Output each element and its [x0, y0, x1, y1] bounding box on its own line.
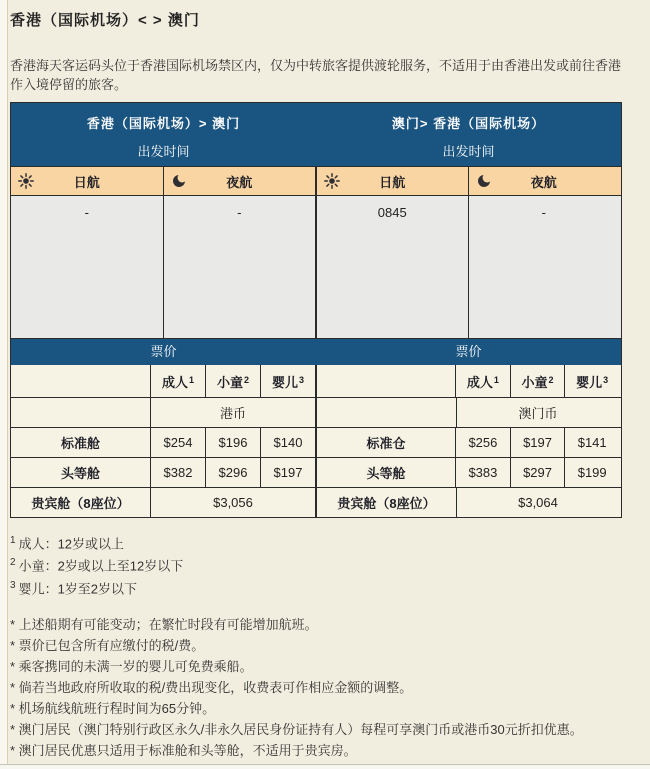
page-content: [10, 0, 624, 761]
vip-fare-cell: $3,064: [456, 488, 619, 517]
infant-column-header-right: 婴儿 $^3$: [564, 365, 619, 397]
night-time-cell-left: -: [163, 196, 316, 338]
cabin-label-cell: 标准舱: [60, 436, 100, 451]
day-sailing-header-right: [317, 167, 468, 195]
moon-icon: [476, 173, 492, 189]
fare-band-label-right: 票价: [455, 344, 482, 359]
fare-value-cell: $382: [150, 458, 205, 487]
fare-band-label-left: 票价: [150, 344, 177, 359]
vip-fare-cell: $3,056: [150, 488, 315, 517]
page-bottom-edge: [0, 764, 650, 769]
route-right: 澳门> 香港（国际机场）: [391, 115, 546, 131]
adult-column-header-right: 成人 $^1$: [455, 365, 510, 397]
day-time-cell-left: -: [84, 205, 89, 220]
currency-cell-left: 港币: [150, 398, 315, 427]
fare-band: [11, 339, 621, 365]
fare-header-row: [11, 365, 621, 397]
currency-row: [11, 397, 621, 427]
fare-value-cell: $256: [455, 428, 510, 457]
footnotes: [10, 531, 624, 761]
night-sailing-header-left: [163, 167, 316, 195]
day-sailing-header-left: [11, 167, 163, 195]
night-sailing-label: 夜航: [226, 174, 253, 190]
star-note: * 上述船期有可能变动；在繁忙时段有可能增加航班。: [10, 616, 318, 632]
star-note: * 倘若当地政府所收取的税/费出现变化，收费表可作相应金额的调整。: [10, 679, 413, 695]
child-column-header-right: 小童 $^2$: [510, 365, 565, 397]
currency-cell-right: 澳门币: [456, 398, 619, 427]
route-left: 香港（国际机场）> 澳门: [86, 115, 241, 131]
intro-text: 香港海天客运码头位于香港国际机场禁区内，仅为中转旅客提供渡轮服务，不适用于由香港出发或前往香港作入境停留的旅客。: [10, 58, 622, 92]
fare-value-cell: $197: [510, 428, 565, 457]
star-notes: [10, 614, 624, 761]
footnote-child: $^2$ 小童：2岁或以上至12岁以下: [10, 557, 184, 574]
vip-cabin-row: [11, 487, 621, 517]
route-header: [11, 103, 621, 166]
night-time-cell-right: -: [468, 196, 620, 338]
cabin-label-cell: 贵宾舱（8座位）: [337, 496, 436, 511]
departure-label-right: 出发时间: [442, 144, 495, 159]
night-sailing-label: 夜航: [530, 174, 557, 190]
cabin-label-cell: 头等舱: [366, 466, 406, 481]
fare-value-cell: $296: [205, 458, 260, 487]
adult-column-header-left: 成人 $^1$: [150, 365, 205, 397]
sun-icon: [324, 173, 340, 189]
departure-label-left: 出发时间: [137, 144, 190, 159]
footnote-infant: $^3$ 婴儿：1岁至2岁以下: [10, 579, 138, 596]
fare-value-cell: $196: [205, 428, 260, 457]
fare-value-cell: $197: [260, 458, 315, 487]
footnote-adult: $^1$ 成人：12岁或以上: [10, 535, 125, 552]
ferry-schedule-table: [10, 102, 622, 518]
fare-value-cell: $141: [564, 428, 619, 457]
empty-label-cell: [11, 398, 150, 427]
fare-value-cell: $383: [455, 458, 510, 487]
fare-corner-cell: [11, 365, 150, 397]
fare-corner-cell: [317, 365, 455, 397]
star-note: * 澳门居民优惠只适用于标准舱和头等舱，不适用于贵宾房。: [10, 742, 357, 758]
fare-value-cell: $297: [510, 458, 565, 487]
empty-label-cell: [317, 398, 456, 427]
day-sailing-label: 日航: [73, 174, 100, 190]
star-note: * 票价已包含所有应缴付的税/费。: [10, 637, 205, 653]
first-class-row: [11, 457, 621, 487]
sun-icon: [18, 173, 34, 189]
cabin-label-cell: 头等舱: [60, 466, 100, 481]
day-time-cell-right: 0845: [377, 205, 407, 220]
infant-column-header-left: 婴儿 $^3$: [260, 365, 315, 397]
moon-icon: [171, 173, 187, 189]
departure-times-row: [11, 196, 621, 339]
night-sailing-header-right: [468, 167, 620, 195]
page-title: 香港（国际机场）< > 澳门: [10, 12, 200, 29]
cabin-label-cell: 标准仓: [366, 436, 406, 451]
fare-value-cell: $254: [150, 428, 205, 457]
page-left-margin: [0, 0, 8, 769]
child-column-header-left: 小童 $^2$: [205, 365, 260, 397]
star-note: * 机场航线航班行程时间为65分钟。: [10, 700, 216, 716]
standard-class-row: [11, 427, 621, 457]
cabin-label-cell: 贵宾舱（8座位）: [31, 496, 130, 511]
day-sailing-label: 日航: [379, 174, 406, 190]
star-note: * 乘客携同的未满一岁的婴儿可免费乘船。: [10, 658, 253, 674]
star-note: * 澳门居民（澳门特别行政区永久/非永久居民身份证持有人）每程可享澳门币或港币30元折扣优惠。: [10, 721, 583, 737]
sailing-type-row: [11, 166, 621, 196]
fare-value-cell: $199: [564, 458, 619, 487]
fare-value-cell: $140: [260, 428, 315, 457]
